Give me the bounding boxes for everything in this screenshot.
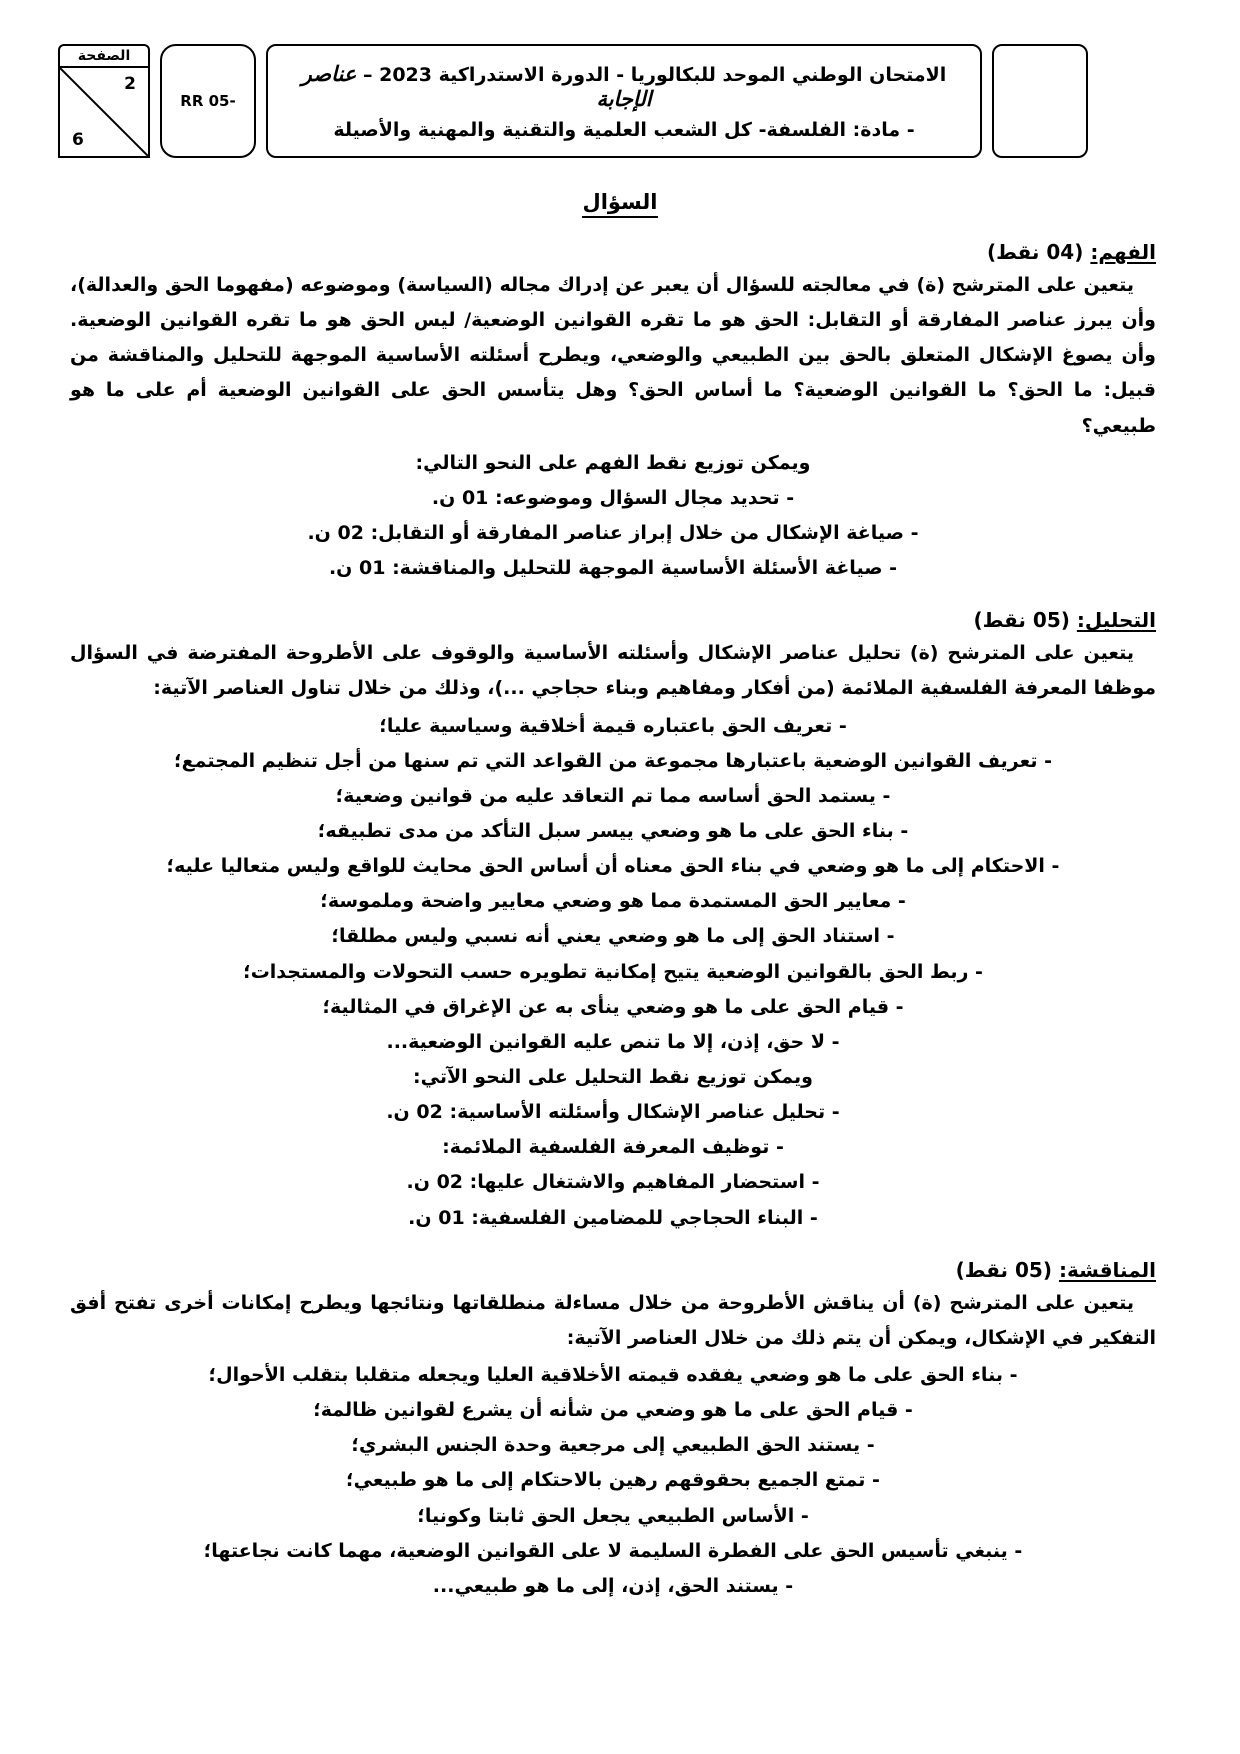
- section-heading-word: المناقشة:: [1058, 1257, 1156, 1282]
- exam-title-box: [266, 44, 982, 158]
- page-number-grid: [58, 68, 150, 158]
- exam-title-line1-main: الامتحان الوطني الموحد للبكالوريا - الدورة الاستدراكية 2023 –: [362, 64, 947, 86]
- page-number-box: [58, 44, 150, 158]
- discussion-bullet: - يستند الحق الطبيعي إلى مرجعية وحدة الجنس البشري؛: [351, 1434, 875, 1457]
- analysis-bullet: - تعريف الحق باعتباره قيمة أخلاقية وسياسية عليا؛: [379, 714, 847, 737]
- question-title: السؤال: [582, 190, 657, 218]
- analysis-bullet: - استناد الحق إلى ما هو وضعي يعني أنه نسبي وليس مطلقا؛: [331, 925, 895, 948]
- page-total-number: 6: [72, 130, 84, 150]
- analysis-dist-intro: ويمكن توزيع نقط التحليل على النحو الآتي:: [413, 1065, 813, 1088]
- analysis-dist-item: - استحضار المفاهيم والاشتغال عليها: 02 ن.: [406, 1171, 820, 1194]
- comprehension-dist-intro: ويمكن توزيع نقط الفهم على النحو التالي:: [415, 451, 811, 474]
- exam-code-box: RR 05-: [160, 44, 256, 158]
- discussion-paragraph: يتعين على المترشح (ة) أن يناقش الأطروحة من خلال مساءلة منطلقاتها ونتائجها ويطرح إمكانات أخرى تفتح أفق التفكير في الإشكال، ويمكن أن يتم ذلك من خلال العناصر الآتية:: [70, 1291, 1156, 1349]
- section-heading-analysis: [70, 608, 1156, 632]
- exam-title-line1: [282, 61, 966, 111]
- answer-elements-logo: عناصر الإجابة: [301, 61, 652, 111]
- analysis-dist-item: - البناء الحجاجي للمضامين الفلسفية: 01 ن.: [408, 1206, 818, 1229]
- comprehension-dist-item: - صياغة الأسئلة الأساسية الموجهة للتحليل والمناقشة: 01 ن.: [328, 557, 898, 580]
- discussion-bullet: - الأساس الطبيعي يجعل الحق ثابتا وكونيا؛: [417, 1504, 809, 1527]
- section-heading-points: (04 نقط): [986, 240, 1084, 264]
- discussion-bullet: - يستند الحق، إذن، إلى ما هو طبيعي...: [432, 1574, 794, 1597]
- page-label: الصفحة: [58, 44, 150, 68]
- section-heading-word: الفهم:: [1090, 240, 1156, 264]
- question-title-wrap: [0, 190, 1240, 218]
- analysis-bullet: - لا حق، إذن، إلا ما تنص عليه القوانين الوضعية...: [386, 1030, 840, 1053]
- analysis-bullet: - الاحتكام إلى ما هو وضعي في بناء الحق معناه أن أساس الحق محايث للواقع وليس متعاليا عليه؛: [166, 855, 1060, 878]
- discussion-bullet: - بناء الحق على ما هو وضعي يفقده قيمته الأخلاقية العليا ويجعله متقلبا بتقلب الأحوال؛: [208, 1363, 1018, 1386]
- section-heading-points: (05 نقط): [973, 608, 1070, 633]
- page-current-number: 2: [124, 74, 136, 94]
- comprehension-dist-item: - صياغة الإشكال من خلال إبراز عناصر المفارقة أو التقابل: 02 ن.: [307, 521, 919, 544]
- exam-title-line2: - مادة: الفلسفة- كل الشعب العلمية والتقنية والمهنية والأصيلة: [333, 119, 915, 141]
- empty-header-box: [992, 44, 1088, 158]
- section-heading-word: التحليل:: [1076, 608, 1156, 633]
- discussion-bullet: - قيام الحق على ما هو وضعي من شأنه أن يشرع لقوانين ظالمة؛: [313, 1399, 913, 1422]
- comprehension-paragraph: يتعين على المترشح (ة) في معالجته للسؤال أن يعبر عن إدراك مجاله (السياسة) وموضوعه (مفهوما الحق والعدالة)، وأن يبرز عناصر المفارقة أو التقابل: الحق هو ما تقره القوانين الوضعية/ ليس الحق هو ما تقره القوانين الوضعية. وأن يصوغ الإشكال المتعلق بالحق بين الطبيعي والوضعي، ويطرح أسئلته الأساسية الموجهة للتحليل والمناقشة من قبيل: ما الحق؟ ما القوانين الوضعية؟ ما أساس الحق؟ وهل يتأسس الحق على القوانين الوضعية أم على ما هو طبيعي؟: [70, 274, 1156, 437]
- analysis-bullet: - بناء الحق على ما هو وضعي ييسر سبل التأكد من مدى تطبيقه؛: [317, 819, 909, 842]
- analysis-paragraph: يتعين على المترشح (ة) تحليل عناصر الإشكال وأسئلته الأساسية والوقوف على الأطروحة المفترضة في السؤال موظفا المعرفة الفلسفية الملائمة (من أفكار ومفاهيم وبناء حجاجي ...)، وذلك من خلال تناول العناصر الآتية:: [70, 642, 1156, 700]
- section-heading-comprehension: [70, 240, 1156, 264]
- analysis-bullet: - يستمد الحق أساسه مما تم التعاقد عليه من قوانين وضعية؛: [335, 784, 891, 807]
- comprehension-dist-item: - تحديد مجال السؤال وموضوعه: 01 ن.: [431, 486, 795, 509]
- analysis-bullet: - معايير الحق المستمدة مما هو وضعي معايير واضحة وملموسة؛: [320, 890, 906, 913]
- analysis-bullet: - تعريف القوانين الوضعية باعتبارها مجموعة من القواعد التي تم سنها من أجل تنظيم المجتمع؛: [174, 749, 1052, 772]
- section-heading-discussion: [70, 1258, 1156, 1282]
- analysis-dist-item: - تحليل عناصر الإشكال وأسئلته الأساسية: 02 ن.: [386, 1101, 840, 1124]
- section-heading-points: (05 نقط): [955, 1257, 1052, 1282]
- analysis-bullet: - ربط الحق بالقوانين الوضعية يتيح إمكانية تطويره حسب التحولات والمستجدات؛: [243, 960, 983, 983]
- analysis-dist-item: - توظيف المعرفة الفلسفية الملائمة:: [442, 1136, 784, 1159]
- analysis-bullet: - قيام الحق على ما هو وضعي ينأى به عن الإغراق في المثالية؛: [322, 995, 904, 1018]
- discussion-bullet: - ينبغي تأسيس الحق على الفطرة السليمة لا على القوانين الوضعية، مهما كانت نجاعتها؛: [203, 1539, 1023, 1562]
- page-header: [0, 0, 1240, 158]
- discussion-bullet: - تمتع الجميع بحقوقهم رهين بالاحتكام إلى ما هو طبيعي؛: [346, 1469, 880, 1492]
- document-content: [0, 240, 1240, 1604]
